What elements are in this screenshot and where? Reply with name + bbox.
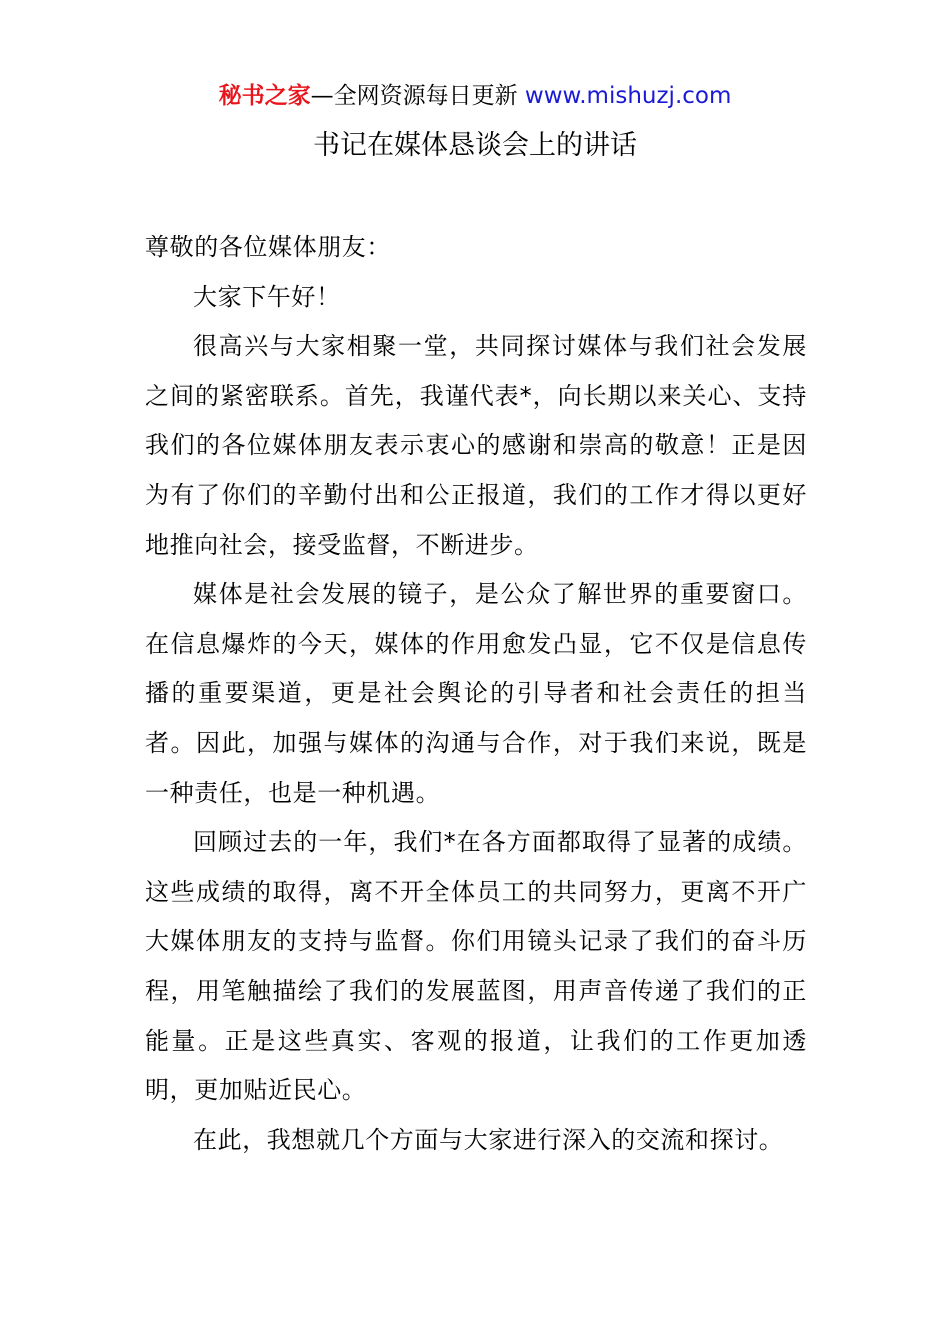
paragraph: 回顾过去的一年，我们*在各方面都取得了显著的成绩。这些成绩的取得，离不开全体员工的共同努力，更离不开广大媒体朋友的支持与监督。你们用镜头记录了我们的奋斗历程，用笔触描绘了我们的发展蓝图，用声音传递了我们的正能量。正是这些真实、客观的报道，让我们的工作更加透明，更加贴近民心。 [145,828,807,1105]
document-body [145,223,807,1165]
site-header [0,80,950,112]
paragraph: 大家下午好！ [193,282,341,311]
document-title: 书记在媒体恳谈会上的讲话 [313,130,637,161]
paragraph: 媒体是社会发展的镜子，是公众了解世界的重要窗口。在信息爆炸的今天，媒体的作用愈发凸显，它不仅是信息传播的重要渠道，更是社会舆论的引导者和社会责任的担当者。因此，加强与媒体的沟通与合作，对于我们来说，既是一种责任，也是一种机遇。 [145,580,807,807]
site-brand: 秘书之家 [218,83,311,109]
paragraph: 在此，我想就几个方面与大家进行深入的交流和探讨。 [193,1125,784,1154]
site-url-link[interactable]: www.mishuzj.com [524,83,732,109]
site-tagline: —全网资源每日更新 [310,83,518,109]
salutation: 尊敬的各位媒体朋友： [145,233,391,261]
paragraph: 很高兴与大家相聚一堂，共同探讨媒体与我们社会发展之间的紧密联系。首先，我谨代表*，向长期以来关心、支持我们的各位媒体朋友表示衷心的感谢和崇高的敬意！正是因为有了你们的辛勤付出和公正报道，我们的工作才得以更好地推向社会，接受监督，不断进步。 [145,332,807,559]
